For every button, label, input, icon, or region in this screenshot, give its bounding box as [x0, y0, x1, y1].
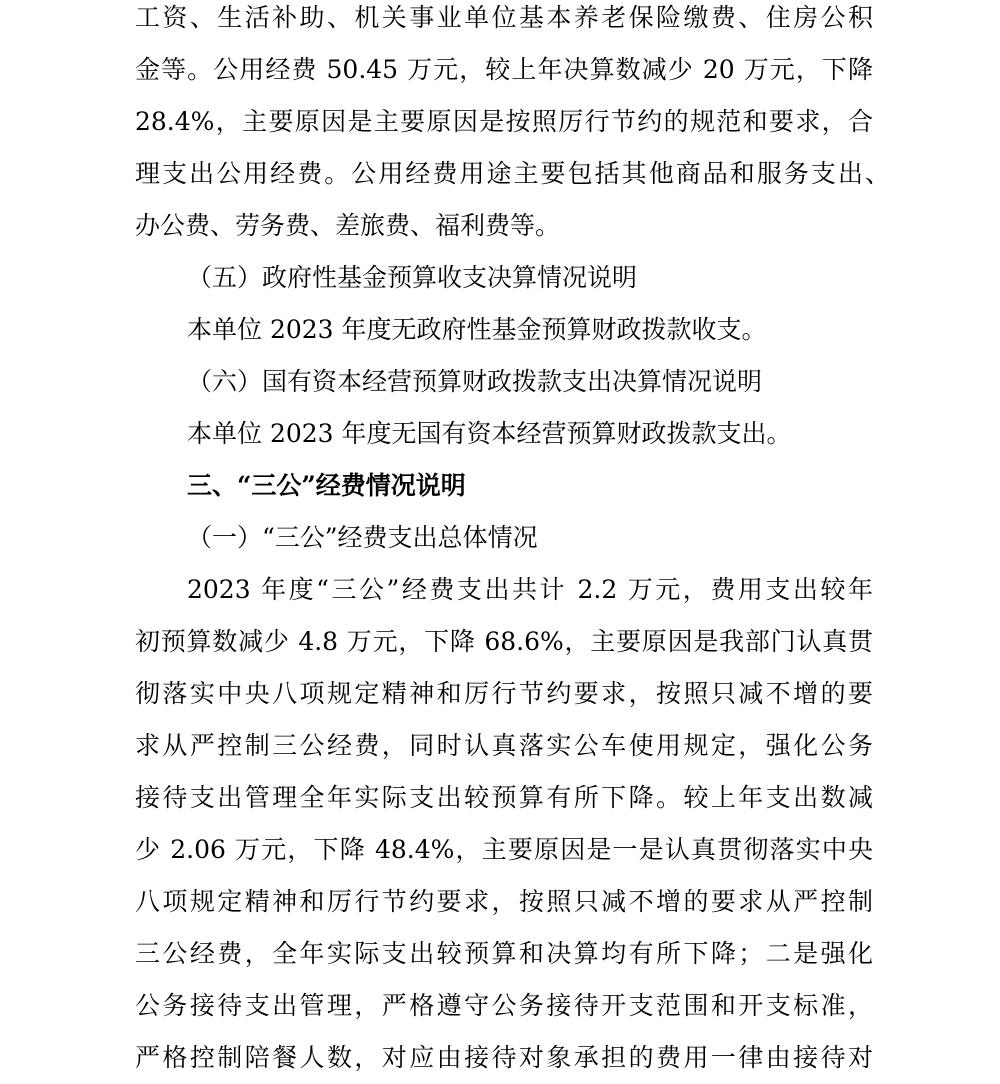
- body-text-line: 接待支出管理全年实际支出较预算有所下降。较上年支出数减: [135, 783, 873, 812]
- body-text-line: 少 2.06 万元，下降 48.4%，主要原因是一是认真贯彻落实中央: [135, 835, 873, 864]
- body-text-line: 工资、生活补助、机关事业单位基本养老保险缴费、住房公积: [135, 3, 873, 32]
- section-heading-6: （六）国有资本经营预算财政拨款支出决算情况说明: [187, 367, 763, 396]
- body-text-line: 公务接待支出管理，严格遵守公务接待开支范围和开支标准，: [135, 991, 873, 1020]
- body-text-line: 八项规定精神和厉行节约要求，按照只减不增的要求从严控制: [135, 887, 873, 916]
- body-text-line: 求从严控制三公经费，同时认真落实公车使用规定，强化公务: [135, 731, 873, 760]
- body-text-line: 初预算数减少 4.8 万元，下降 68.6%，主要原因是我部门认真贯: [135, 627, 873, 656]
- body-text-line: 理支出公用经费。公用经费用途主要包括其他商品和服务支出、: [135, 159, 890, 188]
- body-text-line: 2023 年度“三公”经费支出共计 2.2 万元，费用支出较年: [187, 575, 873, 604]
- body-text-line: 金等。公用经费 50.45 万元，较上年决算数减少 20 万元，下降: [135, 55, 873, 84]
- body-text-line: 本单位 2023 年度无政府性基金预算财政拨款收支。: [187, 315, 767, 344]
- body-text-line: 严格控制陪餐人数，对应由接待对象承担的费用一律由接待对: [135, 1043, 873, 1072]
- body-text-line: 三公经费，全年实际支出较预算和决算均有所下降；二是强化: [135, 939, 873, 968]
- section-heading-1: （一）“三公”经费支出总体情况: [187, 523, 538, 552]
- body-text-line: 本单位 2023 年度无国有资本经营预算财政拨款支出。: [187, 419, 792, 448]
- body-text-line: 彻落实中央八项规定精神和厉行节约要求，按照只减不增的要: [135, 679, 873, 708]
- body-text-line: 28.4%，主要原因是主要原因是按照厉行节约的规范和要求，合: [135, 107, 873, 136]
- section-heading-5: （五）政府性基金预算收支决算情况说明: [187, 263, 638, 292]
- body-text-line: 办公费、劳务费、差旅费、福利费等。: [135, 211, 561, 240]
- chapter-heading-3: 三、“三公”经费情况说明: [187, 471, 466, 500]
